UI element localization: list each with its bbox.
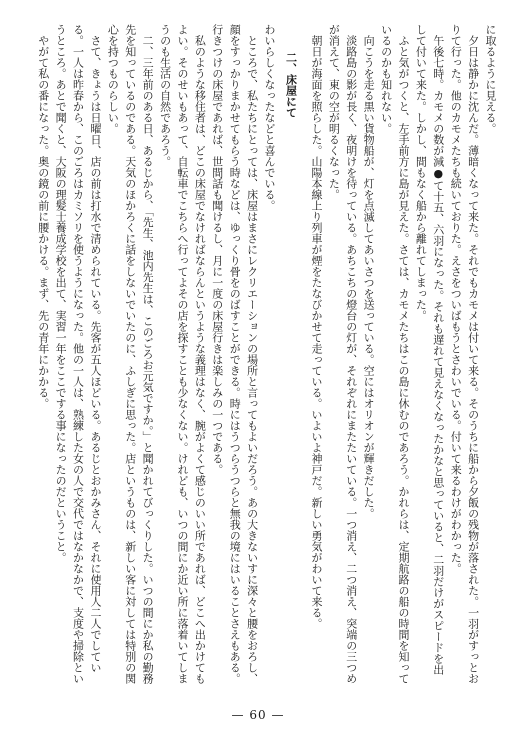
paragraph: 夕日は静かに沈んだ。薄暗くなって来た。それでもカモメは付いて来る。そのうちに船から夕飯の残物が落された。一羽がすっとおりて行った。他のカモメたちも続いておりた。えさをついばもうとさわいでいる。付いて来るわけがわかった。 — [449, 24, 480, 684]
paragraph: やがて私の番になった。奥の鏡の前に腰かける。まず、先の青年にかかる。 — [36, 35, 50, 409]
paragraph: 午後七時。カモメの数が減●て十五、六羽になった。それも遅れて見えなくなったかなと思っていると、二羽だけがスピードを出して付いて来た。しかし、間もなく船から離れてしまった。 — [414, 24, 445, 675]
page-number: — 60 — — [231, 708, 285, 722]
paragraph: わいらしくなったなどと喜んでいる。 — [263, 24, 276, 211]
paragraph: 私のような移住者は、どこの床屋でなければならんというような義理はなく、腕がよくて感じのいい所であれば、どこへ出かけてもよい。そのせいもあって、自転車でこちらへ行ってよその店を探すことも少なくない。けれども、いつの間にか近い所に落着いてしまうのも生活の自然であろう。 — [158, 24, 207, 684]
paragraph: 向こうを走る黒い貨物船が、灯を点滅してあいさつを送っている。空にはオリオンが輝きだした。 — [362, 35, 376, 519]
paragraph: 淡路島の影が長く、夜明けを待っている。あちこちの燈台の灯が、それぞれにまたたいている。一つ消え、二つ消え、突端の三つめが消えて、東の空が明るくなった。 — [327, 24, 358, 684]
left-text-column — [14, 24, 278, 684]
paragraph: ところで、私たちにとっては、床屋はまさにレクリエーションの場所と言ってもよいだろう。あの大きないすに深々と腰をおろし、顔をすっかりまかせてもらう時などは、ゆっくり骨をのばすことができる。時にはうつらうつらと無我の境にはいることさえもある。行きつけの床屋であれば、世間話も聞けるし、月に一度の床屋行きは楽しみの一つである。 — [210, 24, 259, 684]
section-heading: 二、床屋にて — [284, 51, 298, 118]
paragraph: さて、きょうは日曜日、店の前は打水で清められている。先客が五人ほどいる。あるじとおかみさん、それに使用人二人でしている。一人は昨春から、このごろはカミソリを使うようになった。他の一人は、熟練した女の人で交代ではなかなかで、支度や掃除というところ。あとで聞くと、大阪の理髪士養成学校を出て、実習一年をここでする事になったのだということ。 — [54, 24, 102, 684]
paragraph: 二、三年前のある日、あるじから、「先生、池内先生は、このごろお元気ですか。」と聞かれてびっくりした。いつの間にか私の勤務先を知っているのである。天気のほかろくに話をしないでいたのに、ふしぎに思った。店というものは、新しい客に対しては特別の関心を持つものらしい。 — [106, 24, 155, 684]
right-text-column — [283, 24, 499, 684]
paragraph: に取るように見える。 — [484, 24, 497, 134]
paragraph: ふと気がつくと、左手前方に島が見えた。さては、カモメたちはこの島に休むのであろう。かれらは、定期航路の船の時間を知っているのかも知れない。 — [379, 24, 410, 684]
paragraph: 朝日が海面を照らした。山陽本線上り列車が煙をたなびかせて走っている。いよいよ神戸だ。新しい勇気がわいて来る。 — [309, 35, 323, 629]
